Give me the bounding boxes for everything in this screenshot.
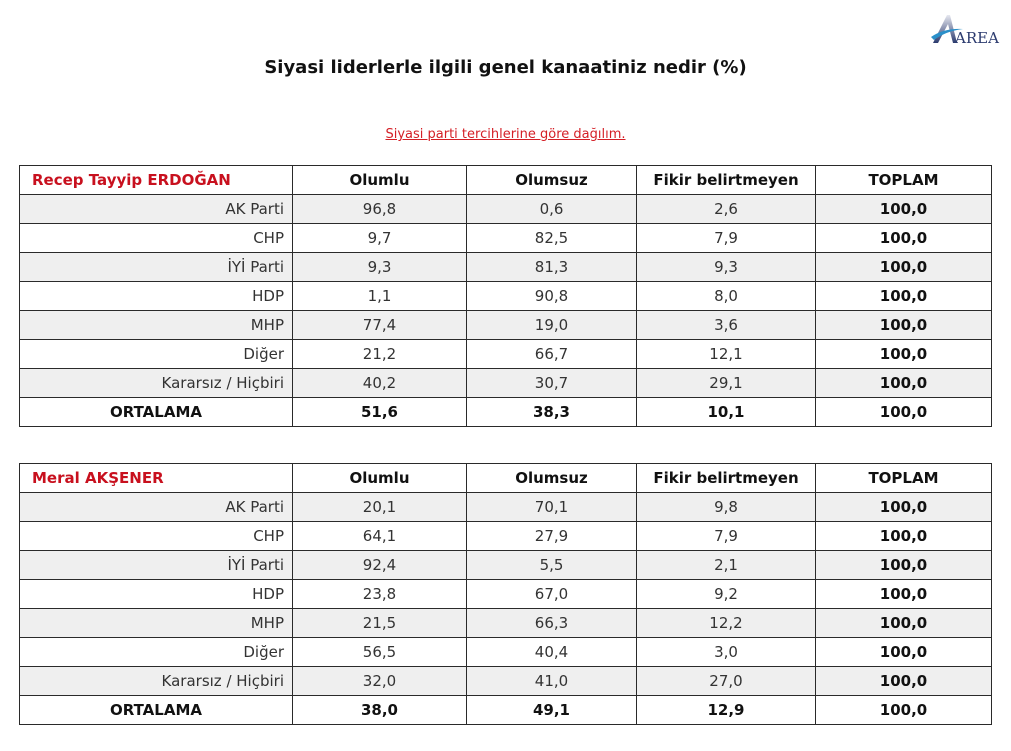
table-row: [20, 282, 992, 311]
column-header-olumlu: Olumlu: [293, 464, 467, 493]
table-row: [20, 667, 992, 696]
cell-fikir-belirtmeyen: 12,2: [637, 609, 816, 638]
cell-toplam: 100,0: [816, 224, 992, 253]
cell-olumlu: 1,1: [293, 282, 467, 311]
party-label: İYİ Parti: [20, 253, 293, 282]
cell-toplam: 100,0: [816, 340, 992, 369]
avg-olumsuz: 38,3: [467, 398, 637, 427]
party-label: AK Parti: [20, 493, 293, 522]
table-row: [20, 609, 992, 638]
cell-fikir-belirtmeyen: 3,0: [637, 638, 816, 667]
cell-fikir-belirtmeyen: 27,0: [637, 667, 816, 696]
page-subtitle: Siyasi parti tercihlerine göre dağılım.: [385, 127, 626, 142]
avg-fikir-belirtmeyen: 10,1: [637, 398, 816, 427]
cell-toplam: 100,0: [816, 282, 992, 311]
party-label: MHP: [20, 609, 293, 638]
cell-olumlu: 20,1: [293, 493, 467, 522]
column-header-fikir-belirtmeyen: Fikir belirtmeyen: [637, 166, 816, 195]
cell-olumlu: 92,4: [293, 551, 467, 580]
cell-olumsuz: 66,3: [467, 609, 637, 638]
cell-toplam: 100,0: [816, 311, 992, 340]
table-row: [20, 340, 992, 369]
cell-toplam: 100,0: [816, 369, 992, 398]
avg-toplam: 100,0: [816, 398, 992, 427]
avg-olumlu: 38,0: [293, 696, 467, 725]
cell-olumsuz: 27,9: [467, 522, 637, 551]
average-row: [20, 398, 992, 427]
cell-olumlu: 96,8: [293, 195, 467, 224]
leader-table-aksener: [19, 463, 992, 725]
avg-olumlu: 51,6: [293, 398, 467, 427]
cell-fikir-belirtmeyen: 12,1: [637, 340, 816, 369]
cell-toplam: 100,0: [816, 580, 992, 609]
cell-olumlu: 21,2: [293, 340, 467, 369]
table-row: [20, 580, 992, 609]
table-row: [20, 493, 992, 522]
party-label: Diğer: [20, 638, 293, 667]
cell-toplam: 100,0: [816, 195, 992, 224]
column-header-olumlu: Olumlu: [293, 166, 467, 195]
column-header-toplam: TOPLAM: [816, 166, 992, 195]
cell-olumsuz: 0,6: [467, 195, 637, 224]
cell-fikir-belirtmeyen: 9,8: [637, 493, 816, 522]
cell-fikir-belirtmeyen: 7,9: [637, 522, 816, 551]
table-row: [20, 195, 992, 224]
column-header-toplam: TOPLAM: [816, 464, 992, 493]
party-label: Kararsız / Hiçbiri: [20, 667, 293, 696]
party-label: AK Parti: [20, 195, 293, 224]
cell-olumsuz: 30,7: [467, 369, 637, 398]
cell-fikir-belirtmeyen: 29,1: [637, 369, 816, 398]
avg-toplam: 100,0: [816, 696, 992, 725]
cell-olumsuz: 70,1: [467, 493, 637, 522]
table-row: [20, 638, 992, 667]
page-title: Siyasi liderlerle ilgili genel kanaatiniz nedir (%): [264, 57, 747, 78]
party-label: HDP: [20, 282, 293, 311]
cell-olumlu: 56,5: [293, 638, 467, 667]
cell-toplam: 100,0: [816, 493, 992, 522]
cell-toplam: 100,0: [816, 609, 992, 638]
average-label: ORTALAMA: [20, 398, 293, 427]
table-header-row: [20, 464, 992, 493]
party-label: Kararsız / Hiçbiri: [20, 369, 293, 398]
cell-olumlu: 21,5: [293, 609, 467, 638]
table-row: [20, 369, 992, 398]
table-header-row: [20, 166, 992, 195]
cell-toplam: 100,0: [816, 522, 992, 551]
leader-table-erdogan: [19, 165, 992, 427]
leader-name: Recep Tayyip ERDOĞAN: [20, 166, 293, 195]
cell-olumlu: 40,2: [293, 369, 467, 398]
table-row: [20, 224, 992, 253]
area-logo: [930, 10, 1010, 50]
cell-olumlu: 32,0: [293, 667, 467, 696]
leader-name: Meral AKŞENER: [20, 464, 293, 493]
party-label: CHP: [20, 224, 293, 253]
cell-olumsuz: 66,7: [467, 340, 637, 369]
party-label: CHP: [20, 522, 293, 551]
logo-text: AREA: [955, 29, 999, 47]
cell-olumsuz: 41,0: [467, 667, 637, 696]
cell-fikir-belirtmeyen: 9,2: [637, 580, 816, 609]
party-label: İYİ Parti: [20, 551, 293, 580]
table-row: [20, 311, 992, 340]
cell-toplam: 100,0: [816, 638, 992, 667]
cell-fikir-belirtmeyen: 3,6: [637, 311, 816, 340]
cell-fikir-belirtmeyen: 8,0: [637, 282, 816, 311]
area-logo-icon: [930, 10, 1010, 50]
cell-fikir-belirtmeyen: 2,1: [637, 551, 816, 580]
table-row: [20, 551, 992, 580]
cell-olumlu: 64,1: [293, 522, 467, 551]
cell-olumsuz: 81,3: [467, 253, 637, 282]
table-row: [20, 522, 992, 551]
cell-olumlu: 9,7: [293, 224, 467, 253]
cell-olumlu: 9,3: [293, 253, 467, 282]
party-label: Diğer: [20, 340, 293, 369]
table-row: [20, 253, 992, 282]
party-label: HDP: [20, 580, 293, 609]
avg-olumsuz: 49,1: [467, 696, 637, 725]
cell-fikir-belirtmeyen: 7,9: [637, 224, 816, 253]
cell-olumlu: 77,4: [293, 311, 467, 340]
average-label: ORTALAMA: [20, 696, 293, 725]
column-header-olumsuz: Olumsuz: [467, 166, 637, 195]
cell-fikir-belirtmeyen: 9,3: [637, 253, 816, 282]
average-row: [20, 696, 992, 725]
cell-olumsuz: 67,0: [467, 580, 637, 609]
cell-olumsuz: 40,4: [467, 638, 637, 667]
column-header-fikir-belirtmeyen: Fikir belirtmeyen: [637, 464, 816, 493]
party-label: MHP: [20, 311, 293, 340]
column-header-olumsuz: Olumsuz: [467, 464, 637, 493]
cell-olumsuz: 5,5: [467, 551, 637, 580]
cell-fikir-belirtmeyen: 2,6: [637, 195, 816, 224]
cell-olumsuz: 19,0: [467, 311, 637, 340]
cell-olumsuz: 82,5: [467, 224, 637, 253]
cell-olumsuz: 90,8: [467, 282, 637, 311]
cell-toplam: 100,0: [816, 253, 992, 282]
cell-olumlu: 23,8: [293, 580, 467, 609]
cell-toplam: 100,0: [816, 551, 992, 580]
avg-fikir-belirtmeyen: 12,9: [637, 696, 816, 725]
cell-toplam: 100,0: [816, 667, 992, 696]
